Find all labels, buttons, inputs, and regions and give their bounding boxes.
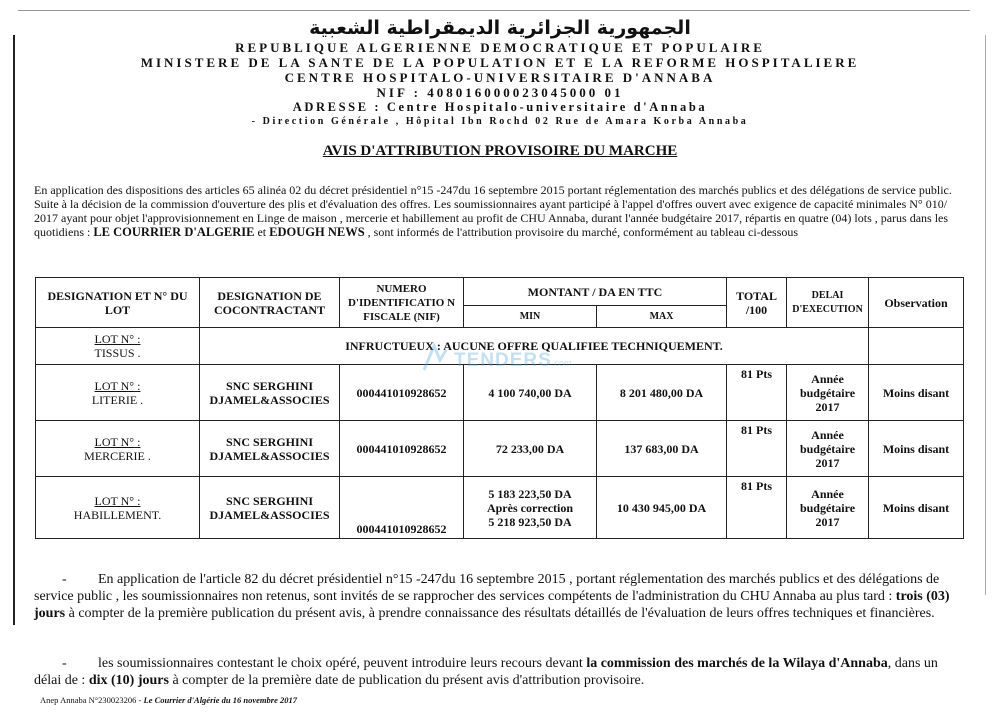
min-corrected-value: 5 218 923,50 DA: [488, 514, 572, 529]
publication-footer: [40, 695, 297, 705]
table-row: [36, 477, 964, 539]
header-designation-lot: DESIGNATION ET N° DU LOT: [36, 278, 200, 328]
bullet-dash: -: [62, 656, 67, 671]
letterhead: [0, 16, 1000, 128]
lot-cell: LOT N° : HABILLEMENT.: [36, 477, 200, 539]
arabic-title: الجمهورية الجزائرية الديمقراطية الشعبية: [309, 17, 691, 39]
para2-deadline: dix (10) jours: [88, 673, 169, 688]
watermark-text: TENDERS: [454, 350, 552, 371]
min-value: 5 183 223,50 DA: [488, 486, 572, 501]
header-montant: MONTANT / DA EN TTC: [464, 278, 727, 306]
observation-cell: Moins disant: [869, 365, 964, 421]
newspaper-edough: EDOUGH NEWS: [269, 225, 365, 239]
nif-line: NIF : 408016000023045000 01: [376, 85, 624, 100]
header-cocontractant: DESIGNATION DE COCONTRACTANT: [200, 278, 340, 328]
infructueux-note: INFRUCTUEUX : AUCUNE OFFRE QUALIFIEE TECHNIQUEMENT.: [200, 328, 869, 365]
header-nif: NUMERO D'IDENTIFICATIO N FISCALE (NIF): [340, 278, 464, 328]
para1-text: En application de l'article 82 du décret présidentiel n°15 -247du 16 septembre 2015 , portant réglementation des marchés publics et des délégations de service public , les soumissionnaires non retenus, sont invités de se rapprocher des services compétents de l'administration du CHU Annaba au plus tard :: [34, 572, 940, 604]
min-correction-note: Après correction: [486, 500, 574, 515]
lot-name: LITERIE .: [91, 392, 144, 407]
footer-source: Le Courrier d'Algérie du 16 novembre 2017: [143, 695, 297, 705]
max-cell: 10 430 945,00 DA: [597, 477, 727, 539]
footer-ref: Anep Annaba N°230023206 -: [40, 695, 142, 705]
company-cell: SNC SERGHINI DJAMEL&ASSOCIES: [200, 477, 340, 539]
intro-and: et: [257, 225, 267, 239]
para1-deadline: trois (03) jours: [34, 589, 950, 621]
republic-line: REPUBLIQUE ALGERIENNE DEMOCRATIQUE ET POPULAIRE: [235, 40, 765, 55]
lot-name: TISSUS .: [94, 346, 141, 360]
para2-text: les soumissionnaires contestant le choix opéré, peuvent introduire leurs recours devant: [98, 656, 583, 671]
nif-cell: 000441010928652: [340, 421, 464, 477]
delai-cell: Année budgétaire 2017: [787, 477, 869, 539]
chu-line: CENTRE HOSPITALO-UNIVERSITAIRE D'ANNABA: [284, 70, 716, 85]
nif-cell: 000441010928652: [340, 477, 464, 539]
delai-cell: Année budgétaire 2017: [787, 365, 869, 421]
appeal-paragraph: [34, 655, 962, 689]
para2-commission: la commission des marchés de la Wilaya d'Annaba: [586, 656, 888, 671]
min-cell: [464, 477, 597, 539]
min-cell: 4 100 740,00 DA: [464, 365, 597, 421]
lot-label: LOT N°: [94, 332, 135, 346]
para2-text-mid: , dans un délai de :: [34, 656, 938, 688]
para2-text-end: à compter de la première date de publication du présent avis d'attribution provisoire.: [172, 673, 645, 688]
max-cell: 8 201 480,00 DA: [597, 365, 727, 421]
address-line: ADRESSE : Centre Hospitalo-universitaire d'Annaba: [292, 100, 708, 114]
total-cell: 81 Pts: [727, 365, 787, 421]
observation-cell: Moins disant: [869, 477, 964, 539]
table-row: [36, 328, 964, 365]
top-border: [18, 10, 970, 11]
delai-cell: Année budgétaire 2017: [787, 421, 869, 477]
nif-cell: 000441010928652: [340, 365, 464, 421]
header-observation: Observation: [869, 278, 964, 328]
lot-name: MERCERIE .: [84, 448, 151, 463]
min-cell: 72 233,00 DA: [464, 421, 597, 477]
observation-cell: [869, 328, 964, 365]
bullet-dash: -: [62, 572, 67, 587]
lot-name: HABILLEMENT.: [73, 507, 162, 522]
table-row: [36, 421, 964, 477]
company-cell: SNC SERGHINI DJAMEL&ASSOCIES: [200, 365, 340, 421]
company-cell: SNC SERGHINI DJAMEL&ASSOCIES: [200, 421, 340, 477]
header-total: TOTAL /100: [727, 278, 787, 328]
total-cell: 81 Pts: [727, 421, 787, 477]
lot-cell: LOT N° : TISSUS .: [36, 328, 200, 365]
intro-paragraph: [34, 183, 962, 239]
max-cell: 137 683,00 DA: [597, 421, 727, 477]
intro-text-end: , sont informés de l'attribution provisoire du marché, conformément au tableau ci-dessous: [367, 225, 799, 239]
para1-text-end: à compter de la première publication du présent avis, à prendre connaissance des résultats détaillés de l'évaluation de leurs offres techniques et financières.: [68, 606, 935, 621]
header-max: MAX: [597, 306, 727, 328]
lot-cell: LOT N° : LITERIE .: [36, 365, 200, 421]
notice-title: AVIS D'ATTRIBUTION PROVISOIRE DU MARCHE: [322, 143, 678, 159]
watermark-sub: .com: [552, 358, 572, 368]
ministry-line: MINISTERE DE LA SANTE DE LA POPULATION ET E LA REFORME HOSPITALIERE: [140, 55, 860, 70]
award-table: [35, 277, 964, 539]
lot-cell: LOT N° : MERCERIE .: [36, 421, 200, 477]
observation-cell: Moins disant: [869, 421, 964, 477]
header-delai: DELAI D'EXECUTION: [787, 278, 869, 328]
direction-line: - Direction Générale , Hôpital Ibn Rochd 02 Rue de Amara Korba Annaba: [251, 116, 749, 127]
header-min: MIN: [464, 306, 597, 328]
total-cell: 81 Pts: [727, 477, 787, 539]
table-row: [36, 365, 964, 421]
intro-text: En application des dispositions des articles 65 alinéa 02 du décret présidentiel n°15 -247du 16 septembre 2015 portant réglementation des marchés publics et des délégations de service public. Suite à la décision de la commission d'ouverture des plis et d'évaluation des offres. Les soumissionnaires ayant participé à l'appel d'offres ouvert avec exigence de capacité minimales N° 010/ 2017 ayant pour objet l'approvisionnement en Linge de maison , mercerie et habillement au profit de CHU Annaba, durant l'année budgétaire 2017, répartis en quatre (04) lots , parus dans les quotidiens :: [34, 183, 952, 239]
newspaper-courrier: LE COURRIER D'ALGERIE: [93, 225, 255, 239]
non-retained-paragraph: [34, 571, 962, 622]
